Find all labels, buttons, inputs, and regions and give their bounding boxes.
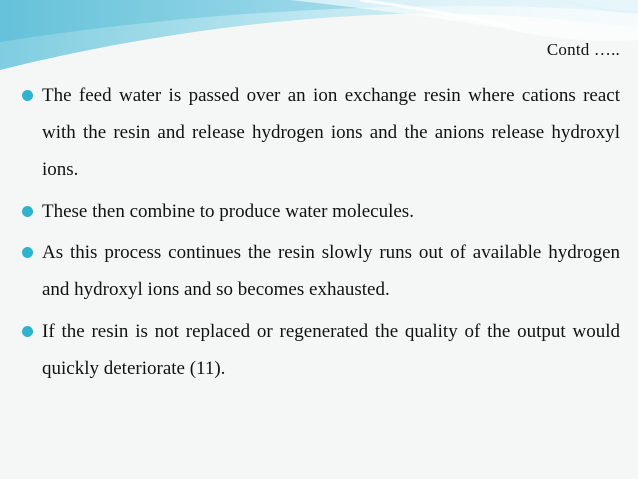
bullet-item — [22, 193, 620, 230]
bullet-text: As this process continues the resin slowly runs out of available hydrogen and hydroxyl ions and so becomes exhausted. — [42, 242, 620, 300]
bullet-dot-icon — [22, 247, 33, 258]
bullet-text: These then combine to produce water molecules. — [42, 201, 414, 222]
continued-label: Contd ….. — [546, 40, 620, 59]
bullet-dot-icon — [22, 326, 33, 337]
bullet-item — [22, 313, 620, 387]
bullet-dot-icon — [22, 206, 33, 217]
bullet-text: If the resin is not replaced or regenerated the quality of the output would quickly deteriorate (11). — [42, 321, 620, 379]
bullet-list — [22, 77, 620, 392]
bullet-text: The feed water is passed over an ion exchange resin where cations react with the resin and release hydrogen ions and the anions release hydroxyl ions. — [42, 85, 620, 180]
bullet-item — [22, 234, 620, 308]
bullet-item — [22, 77, 620, 188]
bullet-dot-icon — [22, 90, 33, 101]
